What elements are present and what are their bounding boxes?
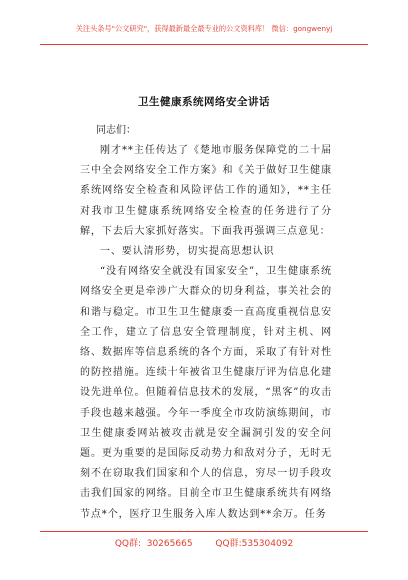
document-body — [80, 141, 332, 525]
salutation: 同志们： — [96, 125, 136, 136]
document-title: 卫生健康系统网络安全讲话 — [138, 96, 270, 108]
header-banner: 关注头条号"公文研究"，获得最新最全最专业的公文资料库！ 微信：gongwenyj — [75, 24, 333, 33]
paragraph-intro: 刚才**主任传达了《楚地市服务保障党的二十届三中全会网络安全工作方案》和《关于做好卫生健康系统网络安全检查和风险评估工作的通知》，**主任对我市卫生健康系统网络安全检查的任务进行了分解，下去后大家抓好落实。下面我再强调三点意见： — [80, 145, 332, 237]
section-heading: 一、要认清形势，切实提高思想认识 — [100, 246, 275, 258]
header-divider — [40, 44, 368, 45]
footer-divider — [40, 531, 368, 532]
footer-contact: QQ群: 30265665 QQ群:535304092 — [114, 539, 294, 549]
paragraph-main: “没有网络安全就没有国家安全”，卫生健康系统网络安全更是牵涉广大群众的切身利益，事关社会的和谐与稳定。市卫生卫生健康委一直高度重视信息安全工作，建立了信息安全管理制度，针对主机、网络、数据库等信息系统的各个方面，采取了有针对性的防控措施。连续十年被省卫生健康厅评为信息化建设先进单位。但随着信息技术的发展，“黑客”的攻击手段也越来越强。今年一季度全市攻防演练期间，市卫生健康委网站被攻击就是安全漏洞引发的安全问题。更为重要的是国际反动势力和敌对分子，无时无刻不在窃取我们国家和个人的信息，穷尽一切手段攻击我们国家的网络。目前全市卫生健康系统共有网络节点*个，医疗卫生服务入库人数达到**余万。任务 — [80, 266, 332, 520]
